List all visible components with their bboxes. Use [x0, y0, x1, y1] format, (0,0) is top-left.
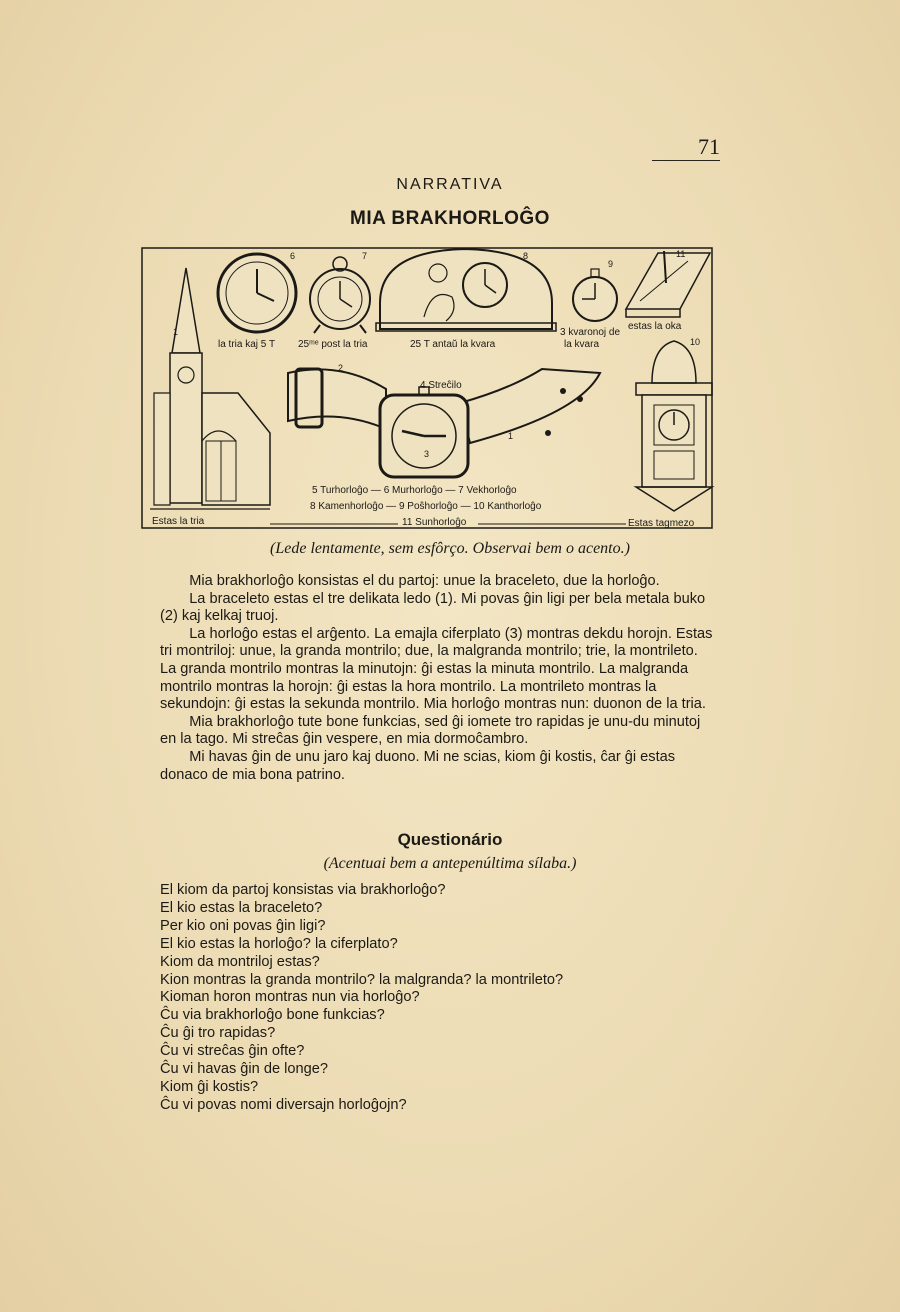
page-number-rule	[652, 160, 720, 161]
legend-line-2: 8 Kamenhorloĝo — 9 Poŝhorloĝo — 10 Kanthorloĝo	[310, 501, 542, 512]
question-item: Ĉu ĝi tro rapidas?	[160, 1025, 276, 1042]
reading-paragraph: Mia brakhorloĝo konsistas el du partoj: unue la braceleto, due la horloĝo.	[160, 573, 660, 589]
mantel-clock-drawing	[376, 249, 556, 331]
question-item: El kio estas la braceleto?	[160, 899, 323, 916]
figure-number-2: 2	[338, 363, 344, 373]
label-wall-clock-time: la tria kaj 5 T	[218, 339, 276, 350]
label-pocket-watch-time-2: la kvara	[564, 339, 600, 350]
questionnaire-subtitle: (Acentuai bem a antepenúltima sílaba.)	[323, 855, 577, 872]
question-item: El kio estas la horloĝo? la ciferplato?	[160, 935, 398, 952]
pocket-watch-drawing	[573, 269, 617, 321]
reading-paragraph: La horloĝo estas el arĝento. La emajla ciferplato (3) montras dekdu horojn. Estas tri montriloj: unue, la granda montrilo; due, la malgranda montrilo; trie, la montrileto. La granda montrilo montras la minutojn: ĝi estas la minuta montrilo. La malgranda montrilo montras la horojn: ĝi estas la hora montrilo. La montrileto montras la sekundojn: ĝi estas la sekunda montrilo. Mia horloĝo montras nun: duonon de la tria.	[160, 625, 713, 713]
figure-number-1-bracelet: 1	[508, 431, 514, 441]
figure-number-11: 11	[676, 249, 686, 259]
figure-number-7: 7	[362, 251, 368, 261]
story-title: MIA BRAKHORLOĜO	[350, 208, 550, 229]
question-item: Per kio oni povas ĝin ligi?	[160, 917, 326, 934]
question-item: Ĉu via brakhorloĝo bone funkcias?	[160, 1007, 385, 1024]
question-item: Ĉu vi streĉas ĝin ofte?	[160, 1043, 305, 1060]
reading-instruction-caption: (Lede lentamente, sem esfôrço. Observai bem o acento.)	[270, 540, 630, 557]
figure-number-3: 3	[424, 449, 430, 459]
page-number: 71	[698, 134, 720, 159]
label-church-time: Estas la tria	[152, 516, 205, 527]
wall-clock-drawing	[218, 254, 296, 332]
question-list	[160, 882, 720, 1115]
label-winding-crown: 4 Streĉilo	[420, 380, 462, 391]
label-pocket-watch-time-1: 3 kvaronoj de	[560, 327, 621, 338]
label-alarm-clock-time: 25ᵐᵉ post la tria	[298, 339, 368, 350]
reading-paragraph: Mia brakhorloĝo tute bone funkcias, sed ĝi iomete tro rapidas je unu-du minutoj en la tago. Mi streĉas ĝin vespere, en mia dormoĉambro.	[160, 713, 701, 748]
question-item: El kiom da partoj konsistas via brakhorloĝo?	[160, 882, 446, 898]
section-label: NARRATIVA	[396, 176, 504, 193]
label-tall-clock-time: Estas tagmezo	[628, 518, 695, 529]
legend-line-1: 5 Turhorloĝo — 6 Murhorloĝo — 7 Vekhorloĝo	[312, 485, 517, 496]
reading-text	[160, 573, 718, 784]
reading-paragraph: La braceleto estas el tre delikata ledo (1). Mi povas ĝin ligi per bela metala buko (2) kaj kelkaj truoj.	[160, 590, 706, 625]
figure-number-9: 9	[608, 259, 614, 269]
tall-clock-drawing	[636, 341, 712, 511]
question-item: Kioman horon montras nun via horloĝo?	[160, 989, 420, 1006]
question-item: Kiom ĝi kostis?	[160, 1078, 259, 1095]
label-mantel-clock-time: 25 T antaŭ la kvara	[410, 339, 496, 350]
clocks-illustration	[140, 243, 716, 533]
figure-number-8: 8	[523, 251, 529, 261]
sundial-drawing	[626, 251, 710, 317]
alarm-clock-drawing	[310, 257, 370, 333]
label-sundial-time: estas la oka	[628, 321, 682, 332]
figure-number-10: 10	[690, 337, 701, 347]
reading-paragraph: Mi havas ĝin de unu jaro kaj duono. Mi ne scias, kiom ĝi kostis, ĉar ĝi estas donaco de mia bona patrino.	[160, 748, 676, 783]
clocks-illustration-svg	[140, 243, 716, 533]
question-item: Kiom da montriloj estas?	[160, 953, 320, 970]
question-item: Kion montras la granda montrilo? la malgranda? la montrileto?	[160, 971, 564, 988]
questionnaire-heading: Questionário	[397, 830, 503, 849]
question-item: Ĉu vi havas ĝin de longe?	[160, 1061, 328, 1078]
question-item: Ĉu vi povas nomi diversajn horloĝojn?	[160, 1096, 407, 1113]
figure-number-6: 6	[290, 251, 296, 261]
figure-number-1: 1	[173, 327, 179, 337]
legend-line-3: 11 Sunhorloĝo	[402, 517, 467, 528]
